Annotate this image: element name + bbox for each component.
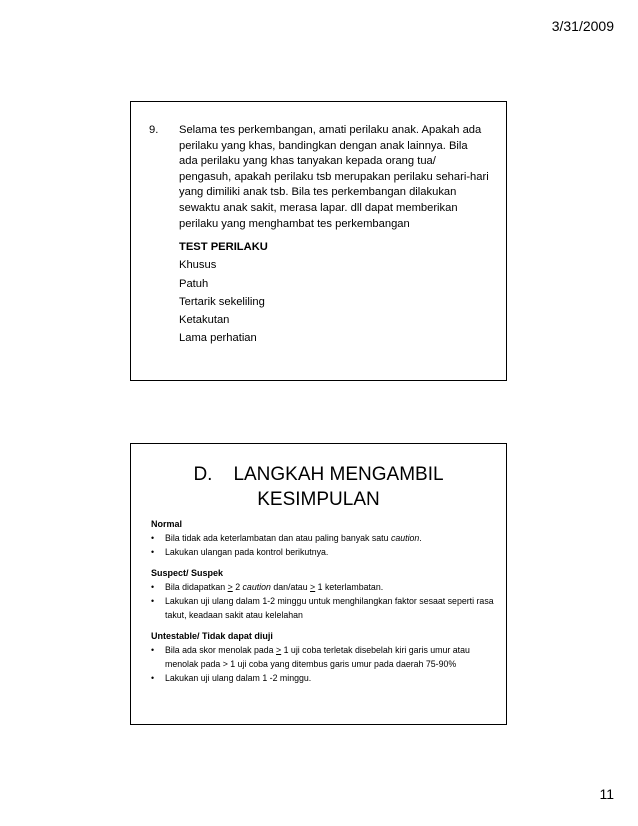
bullet-icon: •: [151, 596, 155, 606]
slide-body: [151, 517, 496, 685]
test-item: Patuh: [179, 277, 209, 290]
title-letter: D.: [193, 464, 213, 485]
slide-title: [131, 462, 506, 512]
item-9: [149, 123, 489, 232]
list-item: • Bila ada skor menolak pada > 1 uji coba terletak disebelah kiri garis umur atau menolak pada > 1 uji coba yang ditembus garis umur pada daerah 75-90%: [151, 645, 470, 669]
untestable-heading: Untestable/ Tidak dapat diuji: [151, 631, 273, 641]
list-item: • Bila tidak ada keterlambatan dan atau paling banyak satu caution.: [151, 533, 422, 543]
bullet-icon: •: [151, 645, 155, 655]
bullet-icon: •: [151, 533, 155, 543]
normal-heading: Normal: [151, 519, 183, 529]
list-item: • Lakukan ulangan pada kontrol berikutnya.: [151, 547, 329, 557]
slide-conclusion-steps: [130, 443, 507, 725]
test-heading: TEST PERILAKU: [179, 241, 268, 253]
list-item: • Bila didapatkan > 2 caution dan/atau > 1 keterlambatan.: [151, 582, 384, 592]
page-number: 11: [599, 786, 614, 802]
item-text: Selama tes perkembangan, amati perilaku anak. Apakah ada perilaku yang khas, bandingkan dengan anak lainnya. Bila ada perilaku yang khas tanyakan kepada orang tua/ pengasuh, apakah perilaku tsb merupakan perilaku sehari-hari yang dimiliki anak tsb. Bila tes perkembangan dilakukan sewaktu anak sakit, merasa lapar. dll dapat memberikan perilaku yang menghambat tes perkembangan: [179, 124, 489, 230]
test-item: Tertarik sekeliling: [179, 295, 265, 308]
suspect-heading: Suspect/ Suspek: [151, 568, 224, 578]
test-item: Ketakutan: [179, 314, 230, 327]
slide-behavior-test: [130, 101, 507, 381]
test-list: [179, 238, 268, 348]
test-item: Khusus: [179, 259, 217, 272]
bullet-icon: •: [151, 673, 155, 683]
title-line1: LANGKAH MENGAMBIL: [233, 464, 444, 485]
date-label: 3/31/2009: [551, 18, 614, 34]
list-item: • Lakukan uji ulang dalam 1 -2 minggu.: [151, 673, 312, 683]
title-line2: KESIMPULAN: [257, 489, 380, 510]
item-number: 9.: [149, 124, 159, 136]
list-item: • Lakukan uji ulang dalam 1-2 minggu untuk menghilangkan faktor sesaat seperti rasa takut, keadaan sakit atau kelelahan: [151, 596, 494, 620]
bullet-icon: •: [151, 582, 155, 592]
bullet-icon: •: [151, 547, 155, 557]
test-item: Lama perhatian: [179, 332, 257, 345]
